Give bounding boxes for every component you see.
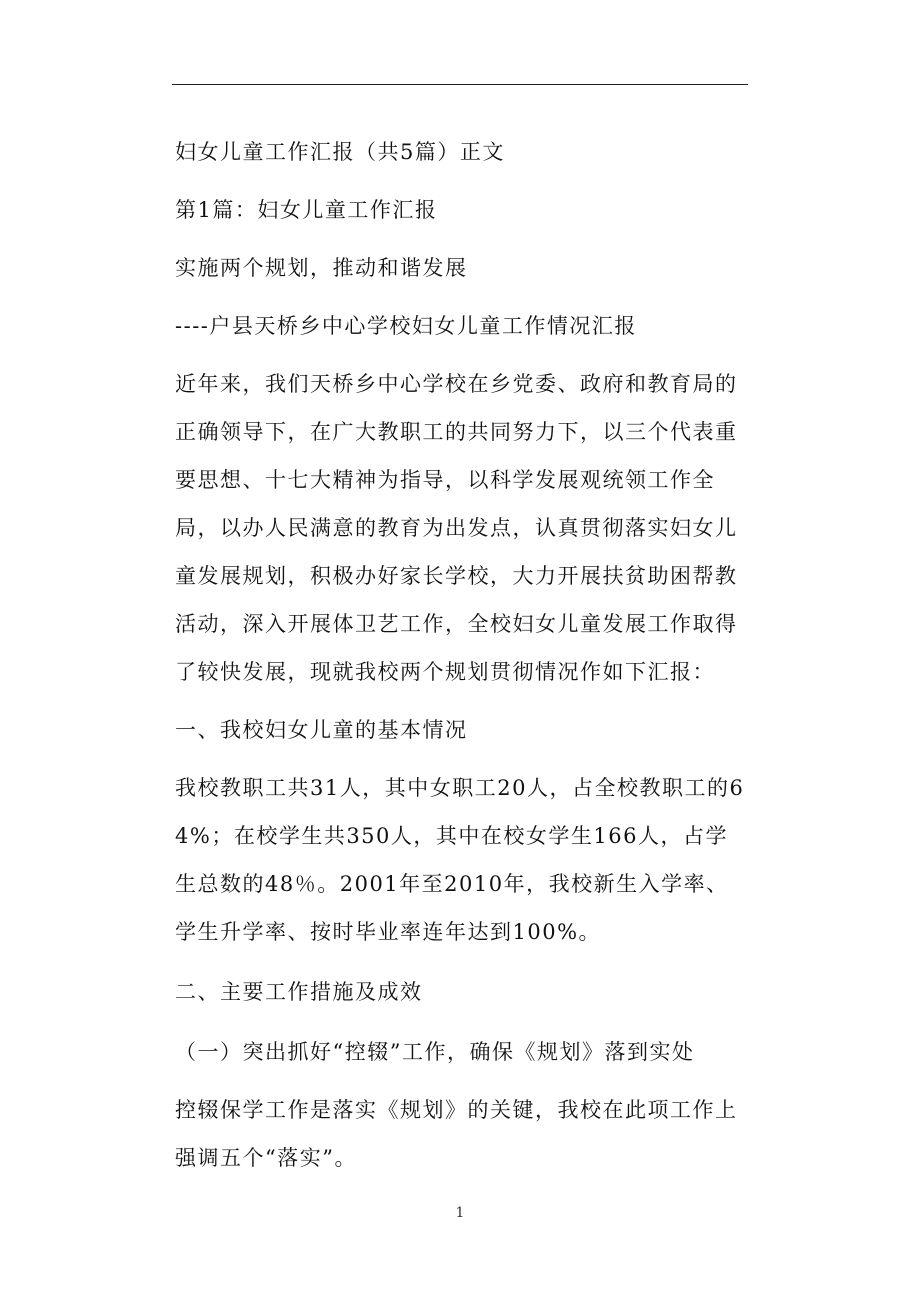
page-number: 1 [455,1205,465,1221]
section-heading: 二、主要工作措施及成效 [175,980,423,1004]
report-title: 实施两个规划，推动和谐发展 [175,256,468,280]
document-title: 妇女儿童工作汇报（共5篇）正文 [175,140,505,164]
document-body [175,128,750,1182]
header-rule [172,84,748,85]
body-paragraph: 近年来，我们天桥乡中心学校在乡党委、政府和教育局的正确领导下，在广大教职工的共同努力下，以三个代表重要思想、十七大精神为指导，以科学发展观统领工作全局，以办人民满意的教育为出发点，认真贯彻落实妇女儿童发展规划，积极办好家长学校，大力开展扶贫助困帮教活动，深入开展体卫艺工作，全校妇女儿童发展工作取得了较快发展，现就我校两个规划贯彻情况作如下汇报： [175,372,738,684]
subsection-heading: （一）突出抓好“控辍”工作，确保《规划》落到实处 [175,1040,695,1064]
section-heading: 第1篇：妇女儿童工作汇报 [175,198,438,222]
body-paragraph: 我校教职工共31人，其中女职工20人，占全校教职工的64%；在校学生共350人，其中在校女学生166人，占学生总数的48％。2001年至2010年，我校新生入学率、学生升学率、按时毕业率连年达到100%。 [175,776,745,944]
body-paragraph: 控辍保学工作是落实《规划》的关键，我校在此项工作上强调五个“落实”。 [175,1098,738,1170]
section-heading: 一、我校妇女儿童的基本情况 [175,718,468,742]
report-subtitle: ----户县天桥乡中心学校妇女儿童工作情况汇报 [175,314,637,338]
